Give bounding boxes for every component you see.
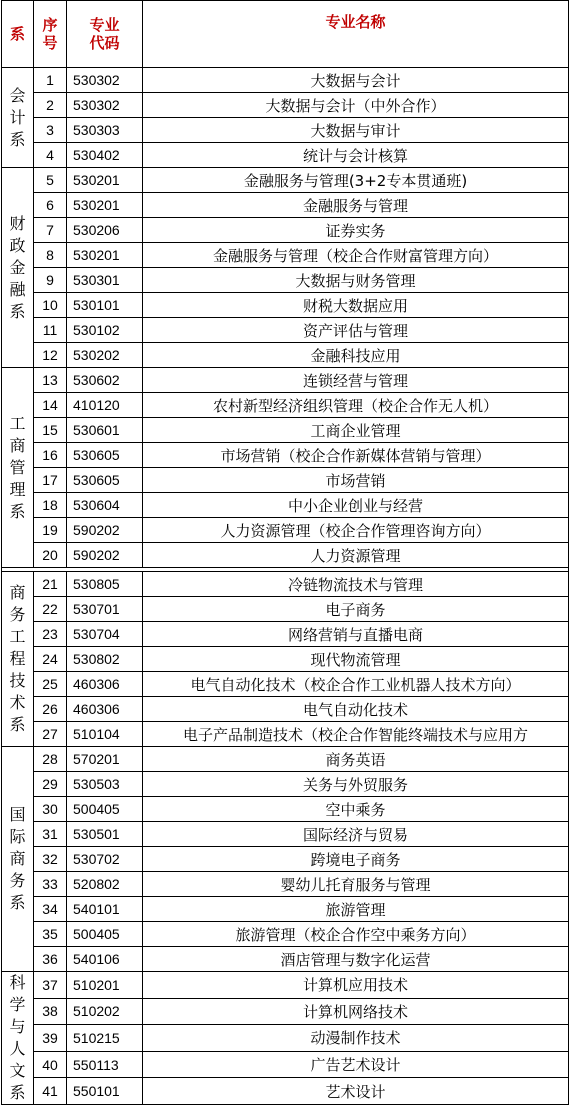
- table-row: [2, 68, 569, 93]
- header-row: [2, 1, 569, 68]
- code-cell: 550113: [67, 1051, 143, 1078]
- major-name-cell: 金融服务与管理(3+2专本贯通班): [143, 168, 569, 193]
- major-name-cell: 金融科技应用: [143, 343, 569, 368]
- code-cell: 530206: [67, 218, 143, 243]
- no-cell: 28: [34, 747, 67, 772]
- no-cell: 39: [34, 1025, 67, 1052]
- major-name-cell: 电气自动化技术（校企合作工业机器人技术方向）: [143, 672, 569, 697]
- code-cell: 510201: [67, 972, 143, 999]
- no-cell: 22: [34, 597, 67, 622]
- major-name-cell: 广告艺术设计: [143, 1051, 569, 1078]
- code-cell: 530301: [67, 268, 143, 293]
- no-cell: 27: [34, 722, 67, 747]
- table-row: [2, 143, 569, 168]
- table-row: [2, 1051, 569, 1078]
- code-cell: 550101: [67, 1078, 143, 1105]
- code-cell: 530303: [67, 118, 143, 143]
- no-cell: 1: [34, 68, 67, 93]
- no-cell: 34: [34, 897, 67, 922]
- major-name-cell: 中小企业创业与经营: [143, 493, 569, 518]
- dept-label: 会计系: [9, 85, 26, 149]
- table-row: [2, 672, 569, 697]
- major-name-cell: 国际经济与贸易: [143, 822, 569, 847]
- table-row: [2, 318, 569, 343]
- code-cell: 530602: [67, 368, 143, 393]
- major-name-cell: 工商企业管理: [143, 418, 569, 443]
- dept-cell: [2, 68, 34, 168]
- header-no: 序号: [34, 1, 67, 68]
- no-cell: 33: [34, 872, 67, 897]
- code-cell: 530102: [67, 318, 143, 343]
- table-row: [2, 243, 569, 268]
- major-name-cell: 旅游管理（校企合作空中乘务方向）: [143, 922, 569, 947]
- no-cell: 38: [34, 998, 67, 1025]
- table-row: [2, 93, 569, 118]
- code-cell: 570201: [67, 747, 143, 772]
- no-cell: 23: [34, 622, 67, 647]
- code-cell: 530302: [67, 68, 143, 93]
- code-cell: 530605: [67, 443, 143, 468]
- major-name-cell: 大数据与会计（中外合作）: [143, 93, 569, 118]
- code-cell: 530601: [67, 418, 143, 443]
- major-name-cell: 电子商务: [143, 597, 569, 622]
- no-cell: 17: [34, 468, 67, 493]
- dept-cell: [2, 368, 34, 568]
- header-name: 专业名称: [143, 1, 569, 68]
- major-name-cell: 婴幼儿托育服务与管理: [143, 872, 569, 897]
- no-cell: 20: [34, 543, 67, 568]
- code-cell: 510202: [67, 998, 143, 1025]
- dept-label: 科学与人文系: [9, 973, 26, 1102]
- code-cell: 530702: [67, 847, 143, 872]
- dept-label: 工商管理系: [9, 413, 26, 521]
- no-cell: 4: [34, 143, 67, 168]
- table-row: [2, 747, 569, 772]
- code-cell: 590202: [67, 518, 143, 543]
- major-name-cell: 人力资源管理: [143, 543, 569, 568]
- major-name-cell: 资产评估与管理: [143, 318, 569, 343]
- code-cell: 590202: [67, 543, 143, 568]
- table-row: [2, 393, 569, 418]
- no-cell: 16: [34, 443, 67, 468]
- code-cell: 530101: [67, 293, 143, 318]
- major-name-cell: 跨境电子商务: [143, 847, 569, 872]
- no-cell: 6: [34, 193, 67, 218]
- no-cell: 30: [34, 797, 67, 822]
- table-row: [2, 947, 569, 972]
- no-cell: 12: [34, 343, 67, 368]
- table-row: [2, 622, 569, 647]
- table-row: [2, 1078, 569, 1105]
- table-row: [2, 543, 569, 568]
- table-row: [2, 168, 569, 193]
- code-cell: 530402: [67, 143, 143, 168]
- no-cell: 8: [34, 243, 67, 268]
- no-cell: 5: [34, 168, 67, 193]
- table-row: [2, 922, 569, 947]
- code-cell: 530503: [67, 772, 143, 797]
- dept-cell: [2, 747, 34, 972]
- major-name-cell: 金融服务与管理（校企合作财富管理方向）: [143, 243, 569, 268]
- major-name-cell: 计算机应用技术: [143, 972, 569, 999]
- code-cell: 530805: [67, 572, 143, 597]
- dept-cell: [2, 572, 34, 747]
- dept-label: 商务工程技术系: [9, 583, 26, 734]
- major-name-cell: 市场营销（校企合作新媒体营销与管理）: [143, 443, 569, 468]
- major-name-cell: 人力资源管理（校企合作管理咨询方向）: [143, 518, 569, 543]
- no-cell: 14: [34, 393, 67, 418]
- table-row: [2, 193, 569, 218]
- no-cell: 31: [34, 822, 67, 847]
- major-name-cell: 现代物流管理: [143, 647, 569, 672]
- code-cell: 530201: [67, 243, 143, 268]
- code-cell: 530201: [67, 193, 143, 218]
- no-cell: 11: [34, 318, 67, 343]
- no-cell: 19: [34, 518, 67, 543]
- no-cell: 35: [34, 922, 67, 947]
- no-cell: 41: [34, 1078, 67, 1105]
- major-name-cell: 艺术设计: [143, 1078, 569, 1105]
- no-cell: 26: [34, 697, 67, 722]
- table-row: [2, 647, 569, 672]
- code-cell: 410120: [67, 393, 143, 418]
- table-row: [2, 468, 569, 493]
- major-name-cell: 证券实务: [143, 218, 569, 243]
- header-dept: 系: [2, 1, 34, 68]
- major-name-cell: 冷链物流技术与管理: [143, 572, 569, 597]
- no-cell: 36: [34, 947, 67, 972]
- table-row: [2, 822, 569, 847]
- no-cell: 25: [34, 672, 67, 697]
- major-name-cell: 市场营销: [143, 468, 569, 493]
- major-name-cell: 商务英语: [143, 747, 569, 772]
- code-cell: 530802: [67, 647, 143, 672]
- code-cell: 530604: [67, 493, 143, 518]
- code-cell: 530201: [67, 168, 143, 193]
- major-name-cell: 财税大数据应用: [143, 293, 569, 318]
- major-name-cell: 旅游管理: [143, 897, 569, 922]
- code-cell: 540101: [67, 897, 143, 922]
- major-name-cell: 农村新型经济组织管理（校企合作无人机）: [143, 393, 569, 418]
- no-cell: 40: [34, 1051, 67, 1078]
- table-row: [2, 218, 569, 243]
- major-name-cell: 计算机网络技术: [143, 998, 569, 1025]
- table-row: [2, 443, 569, 468]
- no-cell: 15: [34, 418, 67, 443]
- table-row: [2, 418, 569, 443]
- table-row: [2, 972, 569, 999]
- no-cell: 2: [34, 93, 67, 118]
- table-row: [2, 1025, 569, 1052]
- majors-table: [1, 0, 569, 1105]
- code-cell: 540106: [67, 947, 143, 972]
- table-row: [2, 697, 569, 722]
- code-cell: 500405: [67, 797, 143, 822]
- table-row: [2, 343, 569, 368]
- major-name-cell: 金融服务与管理: [143, 193, 569, 218]
- major-name-cell: 大数据与会计: [143, 68, 569, 93]
- dept-cell: [2, 168, 34, 368]
- table-row: [2, 722, 569, 747]
- code-cell: 500405: [67, 922, 143, 947]
- no-cell: 13: [34, 368, 67, 393]
- code-cell: 530701: [67, 597, 143, 622]
- no-cell: 32: [34, 847, 67, 872]
- no-cell: 9: [34, 268, 67, 293]
- no-cell: 29: [34, 772, 67, 797]
- dept-cell: [2, 972, 34, 1105]
- table-row: [2, 772, 569, 797]
- no-cell: 37: [34, 972, 67, 999]
- major-name-cell: 网络营销与直播电商: [143, 622, 569, 647]
- table-row: [2, 597, 569, 622]
- table-row: [2, 118, 569, 143]
- code-cell: 460306: [67, 672, 143, 697]
- table-row: [2, 797, 569, 822]
- code-cell: 460306: [67, 697, 143, 722]
- no-cell: 21: [34, 572, 67, 597]
- no-cell: 3: [34, 118, 67, 143]
- major-name-cell: 动漫制作技术: [143, 1025, 569, 1052]
- major-name-cell: 统计与会计核算: [143, 143, 569, 168]
- table-row: [2, 518, 569, 543]
- no-cell: 7: [34, 218, 67, 243]
- dept-label: 财政金融系: [9, 213, 26, 321]
- major-name-cell: 连锁经营与管理: [143, 368, 569, 393]
- code-cell: 530605: [67, 468, 143, 493]
- table-row: [2, 872, 569, 897]
- table-row: [2, 368, 569, 393]
- dept-label: 国际商务系: [9, 805, 26, 912]
- major-name-cell: 酒店管理与数字化运营: [143, 947, 569, 972]
- major-name-cell: 大数据与审计: [143, 118, 569, 143]
- major-name-cell: 电气自动化技术: [143, 697, 569, 722]
- table-row: [2, 847, 569, 872]
- table-row: [2, 897, 569, 922]
- code-cell: 530302: [67, 93, 143, 118]
- table-body: [2, 68, 569, 1105]
- no-cell: 18: [34, 493, 67, 518]
- major-name-cell: 空中乘务: [143, 797, 569, 822]
- no-cell: 24: [34, 647, 67, 672]
- major-name-cell: 关务与外贸服务: [143, 772, 569, 797]
- code-cell: 520802: [67, 872, 143, 897]
- table-row: [2, 493, 569, 518]
- code-cell: 530704: [67, 622, 143, 647]
- major-name-cell: 大数据与财务管理: [143, 268, 569, 293]
- major-name-cell: 电子产品制造技术（校企合作智能终端技术与应用方: [143, 722, 569, 747]
- table-row: [2, 268, 569, 293]
- code-cell: 510215: [67, 1025, 143, 1052]
- table-row: [2, 572, 569, 597]
- header-code: 专业代码: [67, 1, 143, 68]
- table-row: [2, 998, 569, 1025]
- code-cell: 530202: [67, 343, 143, 368]
- code-cell: 510104: [67, 722, 143, 747]
- code-cell: 530501: [67, 822, 143, 847]
- no-cell: 10: [34, 293, 67, 318]
- table-row: [2, 293, 569, 318]
